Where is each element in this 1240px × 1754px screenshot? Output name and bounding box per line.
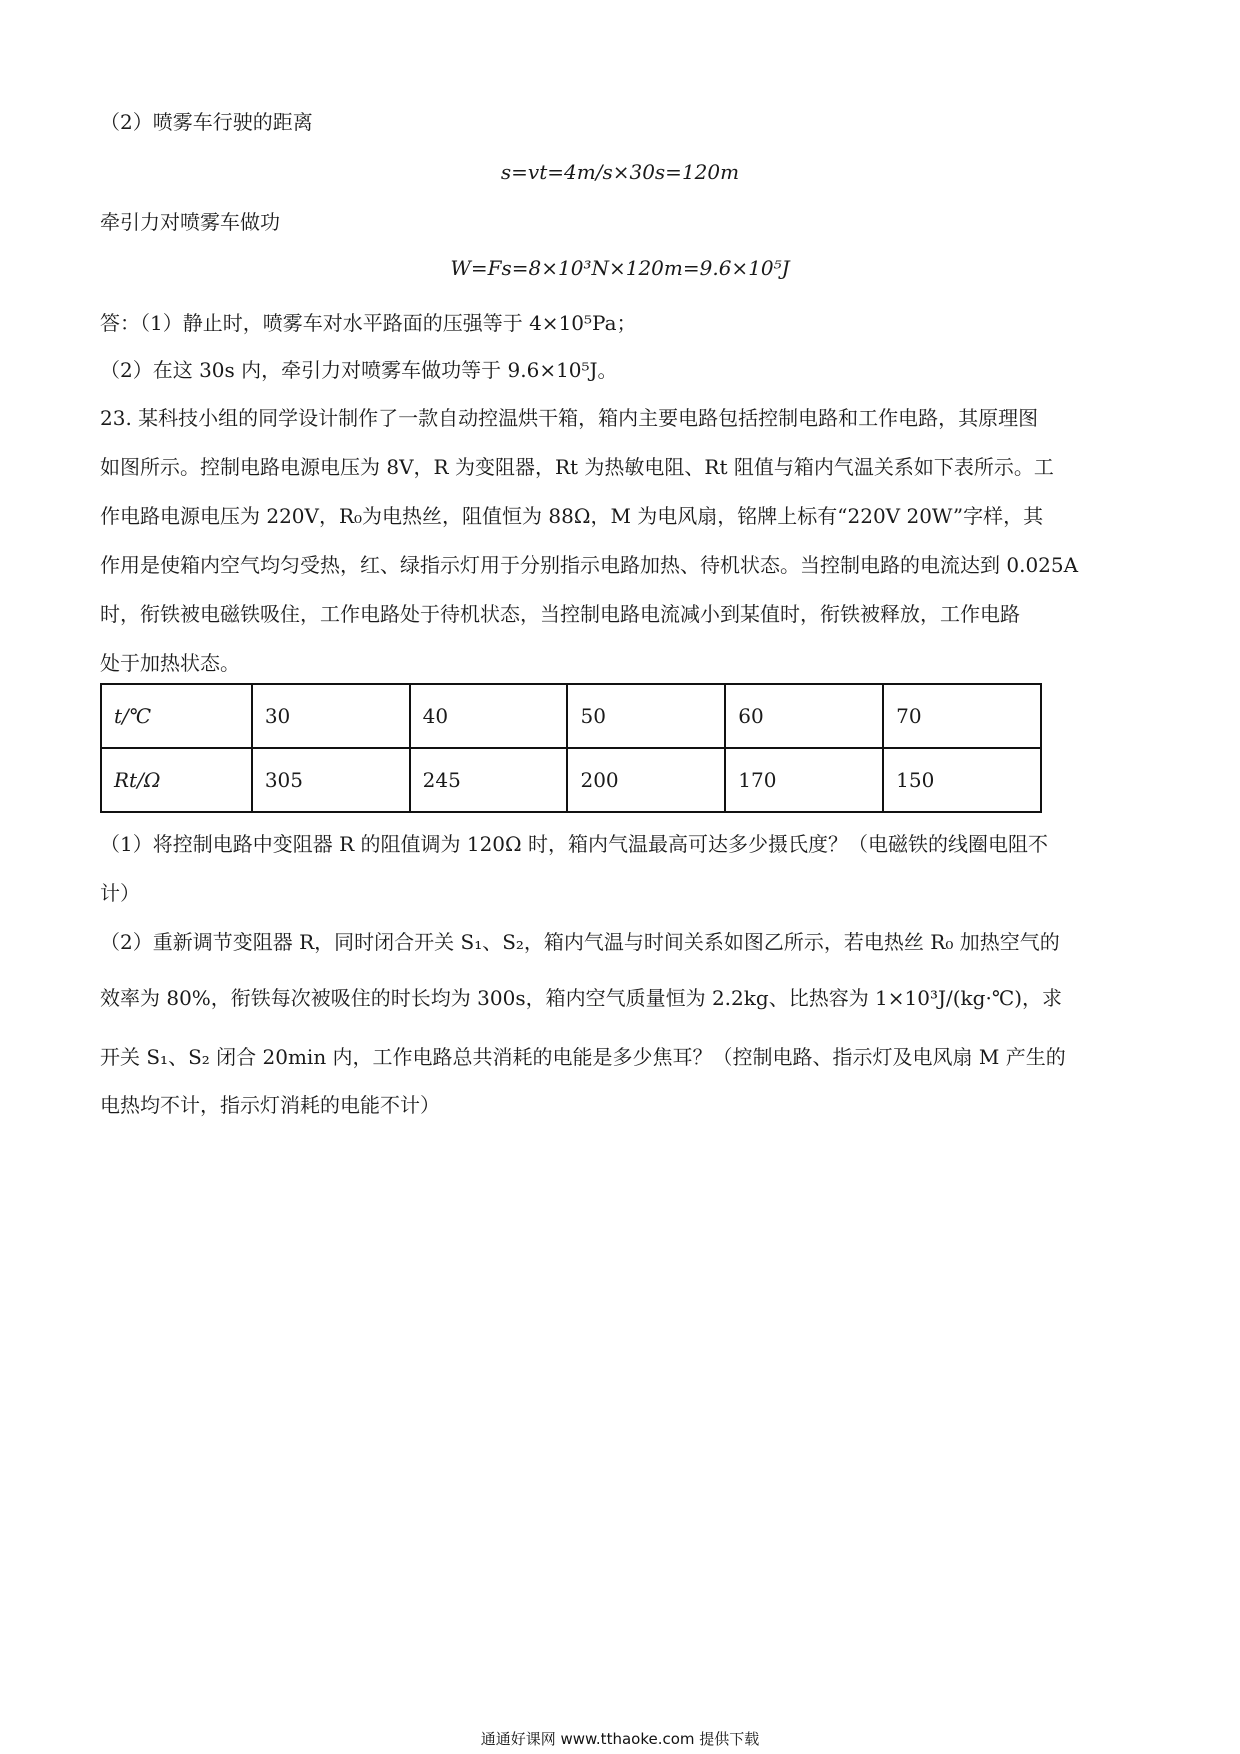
- sub1-line: （1）将控制电路中变阻器 R 的阻值调为 120Ω 时，箱内气温最高可达多少摄氏度？（电磁铁的线圈电阻不: [100, 832, 1048, 856]
- sub2-heading: （2）喷雾车行驶的距离: [100, 110, 313, 134]
- table-cell: 50: [567, 684, 725, 748]
- sub2-line: 开关 S₁、S₂ 闭合 20min 内，工作电路总共消耗的电能是多少焦耳？（控制电路、指示灯及电风扇 M 产生的: [100, 1045, 1066, 1069]
- table-cell: 40: [410, 684, 568, 748]
- table-cell: 305: [252, 748, 410, 812]
- sub2-line: 电热均不计，指示灯消耗的电能不计）: [100, 1093, 440, 1117]
- page-footer: 通通好课网 www.tthaoke.com 提供下载: [480, 1730, 760, 1748]
- resistance-temperature-table: [100, 683, 1042, 813]
- intro-line: 时，衔铁被电磁铁吸住，工作电路处于待机状态，当控制电路电流减小到某值时，衔铁被释放，工作电路: [100, 602, 1020, 626]
- intro-line: 处于加热状态。: [100, 651, 240, 675]
- table-cell: 70: [883, 684, 1041, 748]
- work-heading: 牵引力对喷雾车做功: [100, 210, 280, 234]
- table-cell-header: Rt/Ω: [101, 748, 252, 812]
- table-cell: 200: [567, 748, 725, 812]
- answer-line-1: 答：（1）静止时，喷雾车对水平路面的压强等于 4×10⁵Pa；: [100, 311, 637, 335]
- intro-line: 23. 某科技小组的同学设计制作了一款自动控温烘干箱，箱内主要电路包括控制电路和工作电路，其原理图: [100, 406, 1039, 430]
- intro-line: 如图所示。控制电路电源电压为 8V，R 为变阻器，Rt 为热敏电阻、Rt 阻值与箱内气温关系如下表所示。工: [100, 455, 1054, 479]
- table-row: [101, 748, 1041, 812]
- table-cell: 170: [725, 748, 883, 812]
- answer-line-2: （2）在这 30s 内，牵引力对喷雾车做功等于 9.6×10⁵J。: [100, 358, 618, 382]
- intro-line: 作电路电源电压为 220V，R₀为电热丝，阻值恒为 88Ω，M 为电风扇，铭牌上标有“220V 20W”字样，其: [100, 504, 1044, 528]
- sub2-line: 效率为 80%，衔铁每次被吸住的时长均为 300s，箱内空气质量恒为 2.2kg、比热容为 1×10³J/(kg·℃)，求: [100, 986, 1063, 1010]
- sub2-line: （2）重新调节变阻器 R，同时闭合开关 S₁、S₂，箱内气温与时间关系如图乙所示，若电热丝 R₀ 加热空气的: [100, 930, 1060, 954]
- sub1-line: 计）: [100, 881, 140, 905]
- table-cell: 30: [252, 684, 410, 748]
- intro-line: 作用是使箱内空气均匀受热，红、绿指示灯用于分别指示电路加热、待机状态。当控制电路的电流达到 0.025A: [100, 553, 1079, 577]
- table-row: [101, 684, 1041, 748]
- table-cell: 245: [410, 748, 568, 812]
- formula-work: W=Fs=8×10³N×120m=9.6×10⁵J: [450, 256, 790, 280]
- formula-distance: s=vt=4m/s×30s=120m: [500, 160, 740, 184]
- table-cell: 150: [883, 748, 1041, 812]
- table-cell: 60: [725, 684, 883, 748]
- table-cell-header: t/℃: [101, 684, 252, 748]
